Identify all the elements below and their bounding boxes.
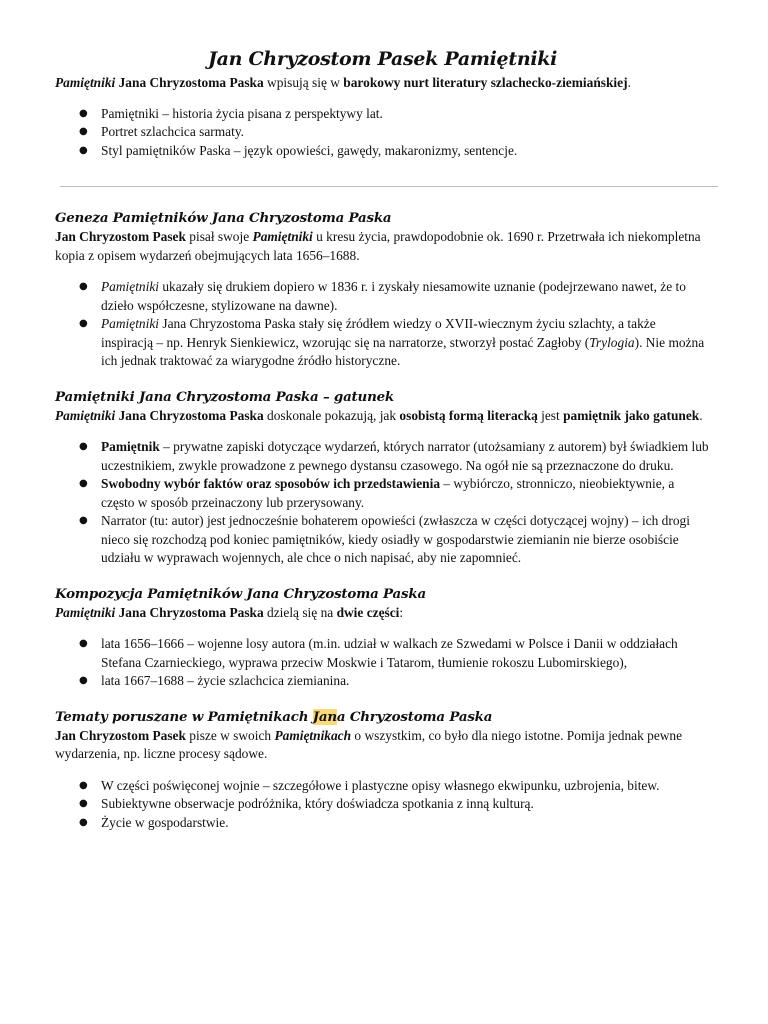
list-item: ● Subiektywne obserwacje podróżnika, który doświadcza spotkania z inną kulturą. xyxy=(101,795,710,814)
intro-list xyxy=(55,105,710,161)
text-span: u kresu życia, prawdopodobnie ok. 1690 r. Przetrwała ich niekompletna kopia z opisem wydarzeń obejmujących lata 1656–1688. xyxy=(55,229,701,263)
heading-text: a Chryzostoma Paska xyxy=(336,708,493,725)
title-ref: Pamiętniki xyxy=(101,316,160,331)
text-span: pisał swoje xyxy=(185,229,253,244)
title-ref: Pamiętniki xyxy=(55,407,116,423)
text-span: jest xyxy=(537,407,564,423)
title-ref: Pamiętniki xyxy=(252,229,313,244)
geneza-list xyxy=(55,278,710,371)
list-item xyxy=(101,438,710,475)
section-heading-kompozycja: Kompozycja Pamiętników Jana Chryzostoma Paska xyxy=(55,585,426,602)
intro-end: . xyxy=(627,75,631,90)
text-span: ). Nie można ich jednak traktować za wiarygodne źródło historyczne. xyxy=(101,334,705,368)
text-span: o wszystkim, co było dla niego istotne. Pomija jednak pewne wydarzenia, np. liczne procesy sądowe. xyxy=(55,727,683,761)
list-item xyxy=(101,475,710,512)
intro-author: Jana Chryzostoma Paska xyxy=(115,75,264,90)
title-ref: Pamiętnikach xyxy=(274,727,352,743)
title-ref: Pamiętniki xyxy=(55,604,116,620)
list-item: ● Narrator (tu: autor) jest jednocześnie bohaterem opowieści (zwłaszcza w części dotyczącej wojny) – ich drogi nieco się rozchodzą pod koniec pamiętników, kiedy osiadły w gospodarstwie ziemianin nie bierze osobiście udziału w wyprawach wojennych, ale chce o nich napisać, aby nie zapomnieć. xyxy=(101,512,710,568)
intro-paragraph xyxy=(55,74,710,93)
section-heading-geneza: Geneza Pamiętników Jana Chryzostoma Paska xyxy=(55,210,392,226)
intro-text: wpisują się w xyxy=(263,75,344,90)
gatunek-list xyxy=(55,438,710,568)
section-paragraph xyxy=(55,727,710,764)
kompozycja-list xyxy=(55,635,710,691)
text-span: . xyxy=(699,407,703,423)
text-span: ukazały się drukiem dopiero w 1836 r. i zyskały niesamowite uznanie (podejrzewano nawet, że to dzieło współczesne, stylizowane na dawne). xyxy=(101,279,686,313)
emphasis: Pamiętnik xyxy=(101,439,160,454)
section-divider xyxy=(60,186,718,187)
list-item: ● Portret szlachcica sarmaty. xyxy=(101,123,710,142)
title-ref: Pamiętniki xyxy=(101,279,160,294)
list-item: ● Życie w gospodarstwie. xyxy=(101,814,710,833)
list-item: ● lata 1667–1688 – życie szlachcica ziemianina. xyxy=(101,672,710,691)
text-span: – wybiórczo, stronniczo, nieobiektywnie, a często w sposób przeinaczony lub przerysowany. xyxy=(101,476,675,510)
emphasis: pamiętnik jako gatunek xyxy=(563,407,700,423)
section-paragraph xyxy=(55,604,710,623)
text-span: – prywatne zapiski dotyczące wydarzeń, których narrator (utożsamiany z autorem) był świadkiem lub uczestnikiem, zwykle prowadzone z pewnego dystansu czasowego. Na ogół nie są przeznaczone do druku. xyxy=(101,439,709,473)
author-name: Jana Chryzostoma Paska xyxy=(115,407,264,423)
emphasis: Swobodny wybór faktów oraz sposobów ich przedstawienia xyxy=(101,476,441,491)
intro-title-ref: Pamiętniki xyxy=(55,75,116,90)
section-heading-tematy xyxy=(55,707,710,727)
list-item xyxy=(101,278,710,315)
text-span: Jana Chryzostoma Paska stały się źródłem wiedzy o XVII-wiecznym życiu szlachty, a także inspiracją – np. Henryk Sienkiewicz, wzorując się na narratorze, stworzył postać Zagłoby ( xyxy=(101,316,656,350)
author-name: Jana Chryzostoma Paska xyxy=(115,604,264,620)
heading-text: Tematy poruszane w Pamiętnikach xyxy=(55,708,313,725)
author-name: Jan Chryzostom Pasek xyxy=(55,229,186,244)
author-name: Jan Chryzostom Pasek xyxy=(55,727,186,743)
list-item: ● W części poświęconej wojnie – szczegółowe i plastyczne opisy własnego ekwipunku, uzbrojenia, bitew. xyxy=(101,777,710,796)
text-span: dzielą się na xyxy=(263,604,337,620)
highlighted-text: Jan xyxy=(312,708,337,725)
list-item: ● Styl pamiętników Paska – język opowieści, gawędy, makaronizmy, sentencje. xyxy=(101,142,710,161)
text-span: : xyxy=(399,604,404,620)
list-item: ● Pamiętniki – historia życia pisana z perspektywy lat. xyxy=(101,105,710,124)
text-span: doskonale pokazują, jak xyxy=(263,407,400,423)
intro-emphasis: barokowy nurt literatury szlachecko-ziemiańskiej xyxy=(343,75,628,90)
list-item: ● lata 1656–1666 – wojenne losy autora (m.in. udział w walkach ze Szwedami w Polsce i Danii w oddziałach Stefana Czarnieckiego, wyprawa przeciw Moskwie i Tatarom, tłumienie rokoszu Lubomirskiego), xyxy=(101,635,710,672)
list-item xyxy=(101,315,710,371)
text-span: pisze w swoich xyxy=(185,727,275,743)
page-title: Jan Chryzostom Pasek Pamiętniki xyxy=(207,48,558,70)
title-ref: Trylogia xyxy=(589,334,635,350)
tematy-list xyxy=(55,777,710,833)
section-paragraph xyxy=(55,407,710,426)
section-paragraph xyxy=(55,228,710,265)
emphasis: dwie części xyxy=(336,604,400,620)
section-heading-gatunek: Pamiętniki Jana Chryzostoma Paska – gatunek xyxy=(55,388,395,405)
emphasis: osobistą formą literacką xyxy=(399,407,538,423)
